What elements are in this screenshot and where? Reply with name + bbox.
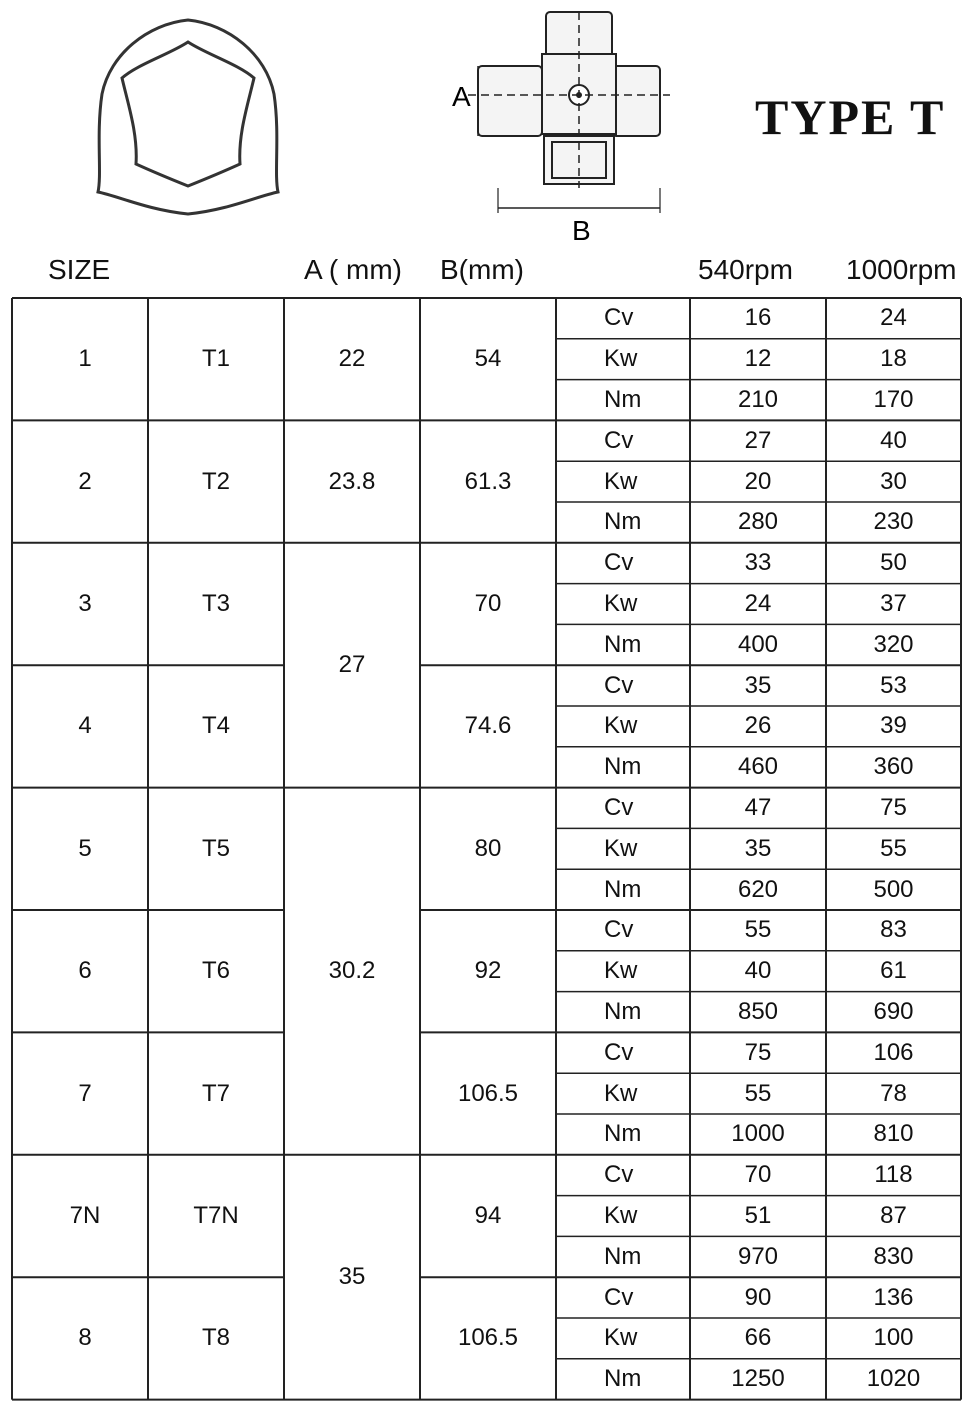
value-1000rpm-cell: 53	[880, 671, 907, 699]
unit-cell: Kw	[604, 345, 638, 373]
value-540rpm-cell: 26	[744, 712, 772, 740]
value-540rpm-cell: 70	[744, 1161, 772, 1189]
value-540rpm-cell: 850	[737, 997, 779, 1025]
value-540rpm-cell: 35	[744, 834, 772, 862]
value-1000rpm-cell: 83	[880, 916, 907, 944]
size-cell: 5	[78, 834, 92, 862]
b-mm-cell: 70	[474, 589, 502, 617]
type-cell: T7	[201, 1079, 230, 1107]
value-1000rpm-cell: 360	[873, 753, 914, 781]
b-mm-cell: 92	[474, 957, 502, 985]
value-540rpm-cell: 33	[744, 549, 772, 577]
size-cell: 7N	[69, 1201, 101, 1229]
unit-cell: Cv	[604, 549, 634, 577]
value-540rpm-cell: 55	[744, 916, 772, 944]
value-1000rpm-cell: 100	[873, 1324, 914, 1352]
value-540rpm-cell: 16	[744, 304, 772, 332]
unit-cell: Kw	[604, 712, 638, 740]
value-1000rpm-cell: 37	[880, 589, 907, 617]
unit-cell: Cv	[604, 1038, 634, 1066]
value-1000rpm-cell: 40	[880, 426, 907, 454]
value-1000rpm-cell: 118	[874, 1161, 913, 1189]
value-540rpm-cell: 75	[744, 1038, 772, 1066]
unit-cell: Nm	[604, 1365, 642, 1393]
value-1000rpm-cell: 55	[880, 834, 907, 862]
value-540rpm-cell: 47	[744, 793, 772, 821]
header-a-mm: A ( mm)	[304, 254, 402, 285]
value-1000rpm-cell: 30	[880, 467, 907, 495]
unit-cell: Kw	[604, 467, 638, 495]
unit-cell: Kw	[604, 834, 638, 862]
value-540rpm-cell: 1250	[731, 1365, 785, 1393]
dimension-a-label: A	[452, 81, 471, 112]
value-540rpm-cell: 970	[737, 1242, 779, 1270]
value-1000rpm-cell: 50	[880, 549, 907, 577]
unit-cell: Nm	[604, 753, 642, 781]
value-1000rpm-cell: 1020	[866, 1365, 921, 1393]
size-cell: 1	[78, 345, 92, 373]
unit-cell: Nm	[604, 1120, 642, 1148]
unit-cell: Cv	[604, 1161, 634, 1189]
unit-cell: Cv	[604, 793, 634, 821]
value-1000rpm-cell: 230	[873, 508, 914, 536]
value-540rpm-cell: 210	[737, 385, 779, 413]
value-540rpm-cell: 35	[744, 671, 772, 699]
value-1000rpm-cell: 18	[880, 345, 907, 373]
value-1000rpm-cell: 24	[880, 304, 907, 332]
value-540rpm-cell: 51	[744, 1201, 772, 1229]
type-cell: T7N	[193, 1201, 239, 1229]
unit-cell: Nm	[604, 875, 642, 903]
unit-cell: Kw	[604, 1201, 638, 1229]
unit-cell: Cv	[604, 304, 634, 332]
value-540rpm-cell: 1000	[731, 1120, 785, 1148]
unit-cell: Nm	[604, 385, 642, 413]
value-1000rpm-cell: 75	[880, 793, 907, 821]
unit-cell: Cv	[604, 426, 634, 454]
value-1000rpm-cell: 78	[880, 1079, 907, 1107]
b-mm-cell: 80	[474, 834, 502, 862]
size-cell: 6	[78, 957, 92, 985]
value-540rpm-cell: 66	[744, 1324, 772, 1352]
type-cell: T4	[201, 712, 230, 740]
value-1000rpm-cell: 810	[873, 1120, 914, 1148]
unit-cell: Kw	[604, 589, 638, 617]
b-mm-cell: 74.6	[464, 712, 512, 740]
unit-cell: Kw	[604, 957, 638, 985]
value-540rpm-cell: 90	[744, 1283, 772, 1311]
header-540rpm: 540rpm	[698, 254, 793, 285]
b-mm-cell: 54	[474, 345, 502, 373]
value-540rpm-cell: 620	[737, 875, 779, 903]
size-cell: 3	[78, 589, 92, 617]
type-cell: T8	[201, 1324, 230, 1352]
unit-cell: Cv	[604, 671, 634, 699]
unit-cell: Kw	[604, 1079, 638, 1107]
value-1000rpm-cell: 690	[873, 997, 914, 1025]
value-540rpm-cell: 24	[744, 589, 772, 617]
value-1000rpm-cell: 136	[873, 1283, 914, 1311]
value-1000rpm-cell: 170	[873, 385, 914, 413]
header-size: SIZE	[48, 254, 111, 285]
type-cell: T1	[201, 345, 230, 373]
value-1000rpm-cell: 320	[873, 630, 914, 658]
value-1000rpm-cell: 500	[873, 875, 914, 903]
type-cell: T6	[201, 957, 230, 985]
value-1000rpm-cell: 830	[873, 1242, 914, 1270]
dimension-b-label: B	[572, 215, 591, 246]
value-540rpm-cell: 460	[737, 753, 779, 781]
value-1000rpm-cell: 106	[873, 1038, 914, 1066]
value-1000rpm-cell: 39	[880, 712, 907, 740]
type-cell: T2	[201, 467, 230, 495]
unit-cell: Cv	[604, 916, 634, 944]
unit-cell: Cv	[604, 1283, 634, 1311]
a-mm-cell: 35	[338, 1263, 366, 1291]
b-mm-cell: 94	[474, 1201, 502, 1229]
type-cell: T5	[201, 834, 230, 862]
unit-cell: Kw	[604, 1324, 638, 1352]
b-mm-cell: 106.5	[457, 1079, 519, 1107]
type-cell: T3	[201, 589, 230, 617]
size-cell: 2	[78, 467, 92, 495]
page-title: TYPE T	[755, 89, 946, 145]
value-540rpm-cell: 400	[737, 630, 779, 658]
unit-cell: Nm	[604, 508, 642, 536]
b-mm-cell: 61.3	[464, 467, 512, 495]
value-540rpm-cell: 55	[744, 1079, 772, 1107]
size-cell: 8	[78, 1324, 92, 1352]
value-540rpm-cell: 12	[744, 345, 772, 373]
value-540rpm-cell: 280	[737, 508, 779, 536]
value-540rpm-cell: 20	[744, 467, 772, 495]
unit-cell: Nm	[604, 630, 642, 658]
size-cell: 7	[78, 1079, 92, 1107]
header-b-mm: B(mm)	[440, 254, 524, 285]
a-mm-cell: 30.2	[328, 957, 376, 985]
value-540rpm-cell: 40	[744, 957, 772, 985]
b-mm-cell: 106.5	[457, 1324, 519, 1352]
value-1000rpm-cell: 61	[880, 957, 907, 985]
a-mm-cell: 22	[338, 345, 366, 373]
value-540rpm-cell: 27	[744, 426, 772, 454]
size-cell: 4	[78, 712, 92, 740]
a-mm-cell: 23.8	[328, 467, 376, 495]
unit-cell: Nm	[604, 1242, 642, 1270]
header-1000rpm: 1000rpm	[846, 254, 957, 285]
unit-cell: Nm	[604, 997, 642, 1025]
value-1000rpm-cell: 87	[880, 1201, 907, 1229]
a-mm-cell: 27	[338, 651, 366, 679]
